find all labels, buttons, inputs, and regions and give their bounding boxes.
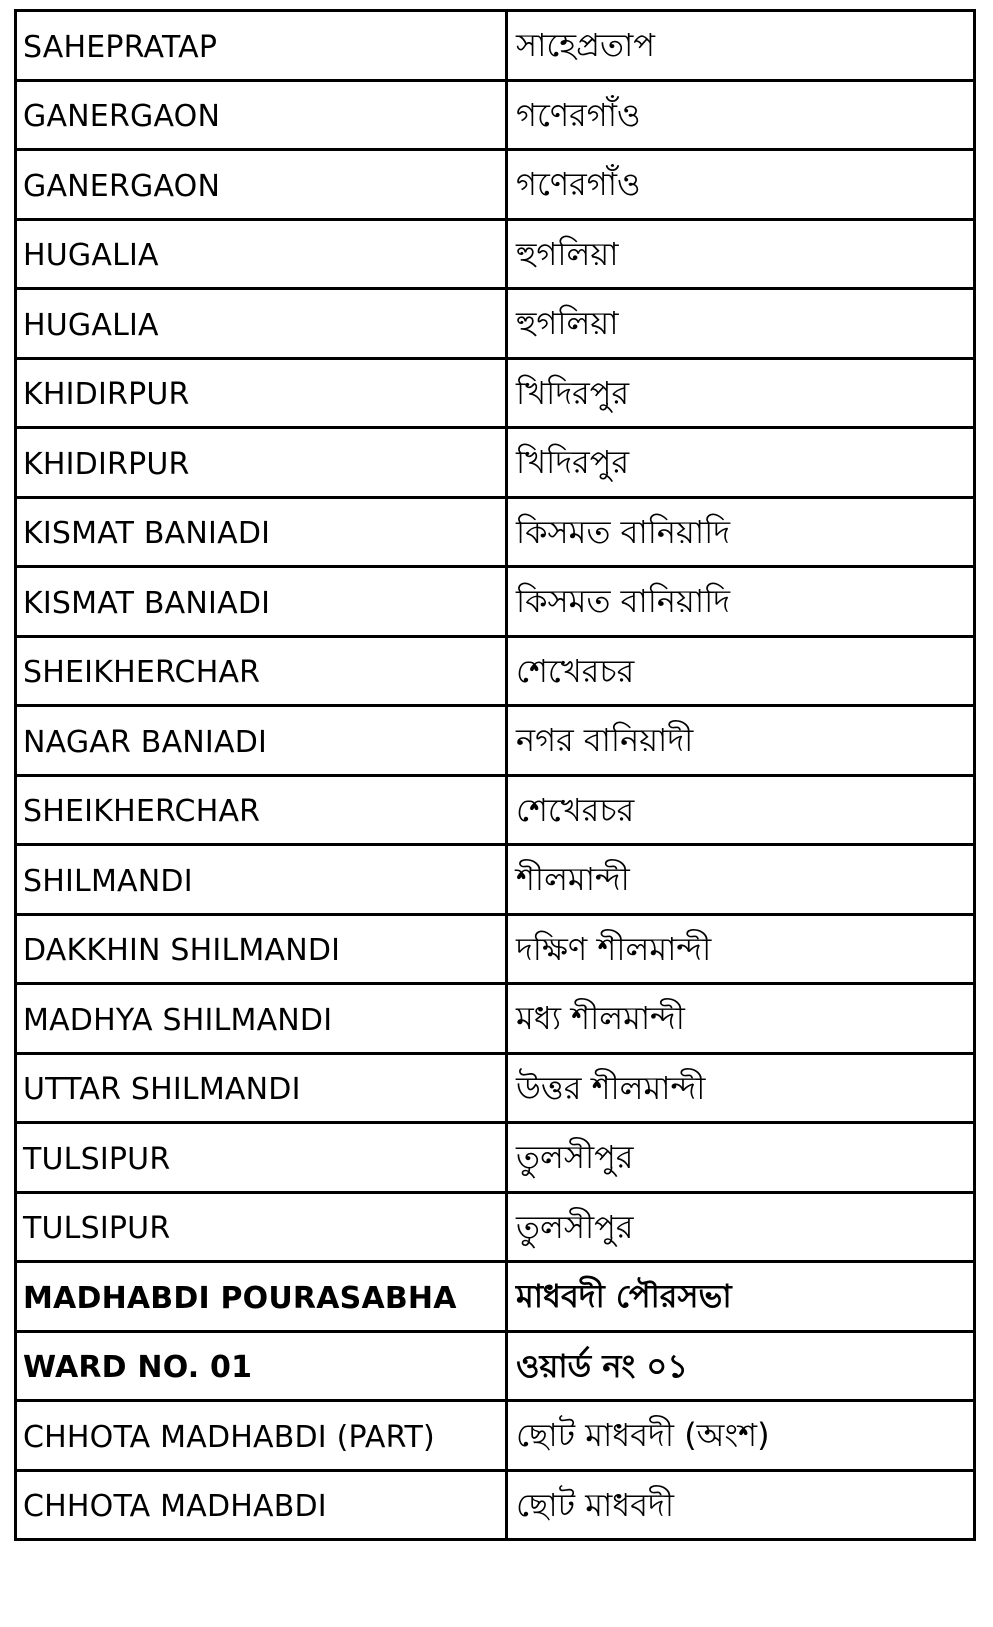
table-row	[17, 12, 973, 82]
bengali-name-cell: শীলমান্দী	[516, 860, 630, 898]
bengali-name-cell: গণেরগাঁও	[516, 95, 641, 134]
bengali-name-cell: তুলসীপুর	[516, 1138, 634, 1176]
english-name-cell: SHILMANDI	[17, 846, 508, 913]
table-row	[17, 221, 973, 291]
bengali-name-cell: হুগলিয়া	[516, 234, 619, 273]
table-row	[17, 82, 973, 152]
english-name-cell: KISMAT BANIADI	[17, 499, 508, 566]
table-row	[17, 1055, 973, 1125]
bengali-name-cell: ছোট মাধবদী (অংশ)	[516, 1416, 770, 1454]
table-row-heading	[17, 1333, 973, 1403]
table-row	[17, 499, 973, 569]
english-name-cell: KISMAT BANIADI	[17, 568, 508, 635]
bengali-name-cell: গণেরগাঁও	[516, 165, 641, 203]
english-name-cell: GANERGAON	[17, 82, 508, 149]
english-name-cell: WARD NO. 01	[17, 1333, 508, 1400]
table-row-heading	[17, 1263, 973, 1333]
table-row	[17, 568, 973, 638]
locality-table	[14, 9, 976, 1541]
bengali-name-cell: হুগলিয়া	[516, 304, 619, 342]
table-row	[17, 916, 973, 986]
table-row	[17, 1402, 973, 1472]
english-name-cell: CHHOTA MADHABDI	[17, 1472, 508, 1539]
english-name-cell: GANERGAON	[17, 151, 508, 218]
table-row	[17, 846, 973, 916]
bengali-name-cell: নগর বানিয়াদী	[516, 721, 694, 759]
table-row	[17, 777, 973, 847]
english-name-cell: NAGAR BANIADI	[17, 707, 508, 774]
bengali-name-cell: মধ্য শীলমান্দী	[516, 999, 685, 1037]
bengali-name-cell: শেখেরচর	[516, 790, 635, 829]
bengali-name-cell: তুলসীপুর	[516, 1207, 634, 1246]
table-row	[17, 290, 973, 360]
bengali-name-cell: শেখেরচর	[516, 651, 635, 690]
english-name-cell: SHEIKHERCHAR	[17, 777, 508, 844]
table-row	[17, 638, 973, 708]
table-row	[17, 1472, 973, 1542]
table-row	[17, 429, 973, 499]
table-row	[17, 1124, 973, 1194]
table-row	[17, 151, 973, 221]
bengali-name-cell: উত্তর শীলমান্দী	[516, 1068, 706, 1107]
english-name-cell: TULSIPUR	[17, 1194, 508, 1261]
bengali-name-cell: খিদিরপুর	[516, 443, 630, 481]
bengali-name-cell: সাহেপ্রতাপ	[516, 26, 655, 64]
english-name-cell: DAKKHIN SHILMANDI	[17, 916, 508, 983]
bengali-name-cell: কিসমত বানিয়াদি	[516, 512, 731, 551]
bengali-name-cell: খিদিরপুর	[516, 373, 630, 412]
english-name-cell: HUGALIA	[17, 290, 508, 357]
english-name-cell: MADHABDI POURASABHA	[17, 1263, 508, 1330]
bengali-name-cell: কিসমত বানিয়াদি	[516, 582, 731, 620]
english-name-cell: TULSIPUR	[17, 1124, 508, 1191]
english-name-cell: SAHEPRATAP	[17, 12, 508, 79]
english-name-cell: KHIDIRPUR	[17, 429, 508, 496]
table-row	[17, 1194, 973, 1264]
english-name-cell: CHHOTA MADHABDI (PART)	[17, 1402, 508, 1469]
table-row	[17, 360, 973, 430]
english-name-cell: SHEIKHERCHAR	[17, 638, 508, 705]
english-name-cell: HUGALIA	[17, 221, 508, 288]
bengali-name-cell: মাধবদী পৌরসভা	[516, 1277, 732, 1315]
table-row	[17, 985, 973, 1055]
english-name-cell: UTTAR SHILMANDI	[17, 1055, 508, 1122]
bengali-name-cell: ওয়ার্ড নং ০১	[516, 1346, 688, 1385]
english-name-cell: MADHYA SHILMANDI	[17, 985, 508, 1052]
english-name-cell: KHIDIRPUR	[17, 360, 508, 427]
bengali-name-cell: দক্ষিণ শীলমান্দী	[516, 929, 712, 968]
bengali-name-cell: ছোট মাধবদী	[516, 1485, 675, 1524]
table-row	[17, 707, 973, 777]
